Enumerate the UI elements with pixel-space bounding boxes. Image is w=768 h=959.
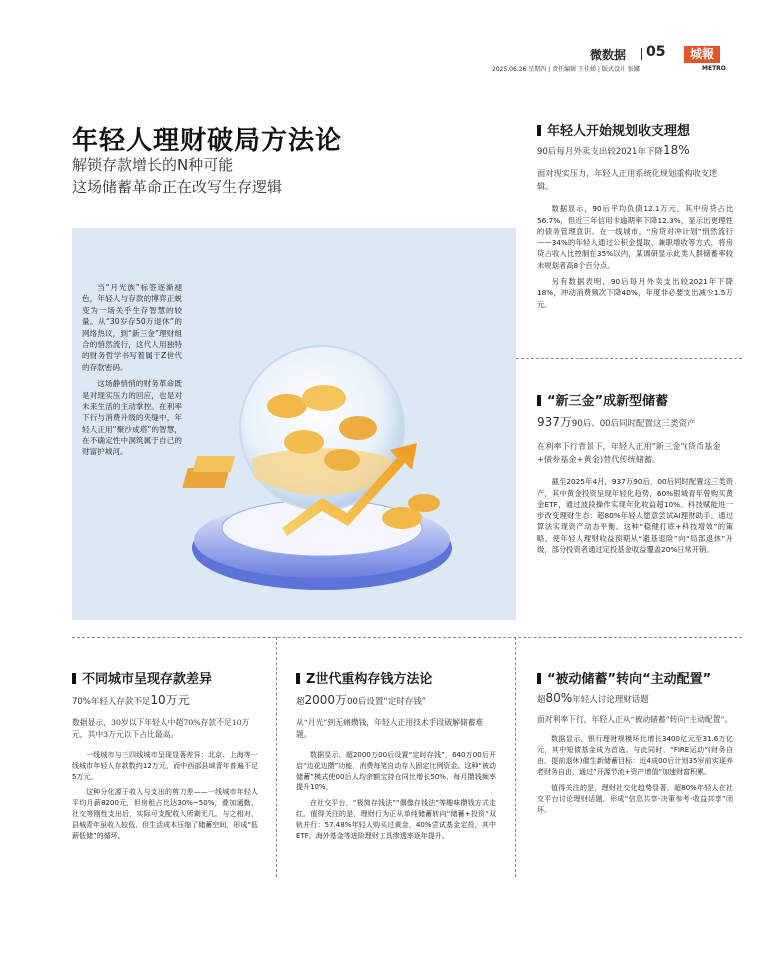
section-1-subtitle-figure: 18% — [662, 143, 690, 157]
section-2-subtitle-text: 90后、00后同时配置这三类资产 — [571, 419, 696, 429]
section-5-body — [537, 734, 733, 815]
header-section: 微数据 — [590, 48, 627, 62]
section-3-body — [72, 750, 258, 842]
section-4-subtitle-text-2: 00后设置“定时存钱” — [347, 697, 427, 707]
section-5-subtitle-figure: 80% — [545, 691, 573, 705]
brand-logo-text: 城報 — [689, 47, 714, 61]
section-5-title-text: “被动储蓄”转向“主动配置” — [547, 672, 712, 687]
section-4-paragraph: 数据显示，超2000万00后设置“定时存钱”，640万00后开启“边花边攒”功能，消费每笔自动存入固定比例资金。这种“被动储蓄”模式使00后人均余额宝持仓同比增长50%，每月攒钱频率提升10%。 — [296, 750, 496, 792]
section-4-lead: 从“月光”到无痛攒钱，年轻人正用技术手段破解储蓄难题。 — [296, 718, 484, 740]
header-meta: 2025.06.26 星期四 | 责任编辑 王佳娣 | 版式设计 张娜 — [492, 66, 640, 73]
section-3 — [72, 668, 258, 847]
page-subtitle-1: 解锁存款增长的N种可能 — [72, 156, 234, 174]
page-header — [560, 44, 760, 80]
section-3-subtitle-figure: 10万元 — [150, 693, 190, 707]
section-1-paragraph: 数据显示，90后平均负债12.1万元，其中房贷占比56.7%，但近三年信用卡逾期率下降12.3%，显示出更理性的债务管理意识。在一线城市，“房贷对冲计划”悄然流行——34%的年轻人通过公积金提取、兼职增收等方式，将房贷占收入比控制在35%以内，某调研显示此类人群储蓄率较未规划者高8个百分点。 — [537, 204, 733, 270]
section-5-paragraph: 值得关注的是，理财社交化趋势显著，超80%年轻人在社交平台讨论理财话题，形成“信息共享-决策参考-收益共享”闭环。 — [537, 783, 733, 814]
section-1-title-text: 年轻人开始规划收支理想 — [547, 124, 691, 139]
section-1-subtitle — [537, 143, 733, 157]
section-3-title-text: 不同城市呈现存款差异 — [82, 672, 213, 687]
section-4-subtitle-text: 超 — [296, 697, 305, 707]
header-page-number: 05 — [646, 44, 666, 60]
section-3-title — [72, 668, 258, 687]
square-bullet-icon — [537, 673, 541, 684]
square-bullet-icon — [537, 395, 541, 406]
brand-logo — [684, 46, 720, 63]
divider — [276, 637, 277, 877]
section-1-body — [537, 203, 733, 310]
section-2-subtitle-figure: 937万 — [537, 415, 572, 429]
intro-paragraph-2: 这场静悄悄的财务革命既是对现实压力的回应，也是对未来生活的主动掌控。在利率下行与消费升级的夹缝中，年轻人正用“聚沙成塔”的智慧，在不确定性中洞筑属于自己的财富护城河。 — [82, 379, 182, 457]
section-4-paragraph: 在社交平台，“极简存钱法”“偶像存钱法”等趣味攒钱方式走红。值得关注的是，理财行为正从单纯储蓄转向“储蓄+投资”双轨并行：57.48%年轻人购买过黄金，40%尝试基金定投，其中ETF、海外基金等进阶理财工具渗透率逐年提升。 — [296, 799, 496, 840]
section-5-subtitle-text: 超 — [537, 695, 546, 705]
section-5-title — [537, 668, 733, 687]
section-4-subtitle — [296, 691, 496, 708]
section-5-lead: 面对利率下行，年轻人正从“被动储蓄”转向“主动配置”。 — [537, 715, 733, 724]
section-4 — [296, 668, 496, 847]
section-2-title — [537, 390, 733, 409]
section-5-subtitle — [537, 691, 733, 705]
section-3-lead: 数据显示，30岁以下年轻人中超70%存款不足10万元，其中3万元以下占比最高。 — [72, 718, 250, 740]
brand-sub: METRO — [702, 65, 726, 72]
section-2-body — [537, 476, 733, 555]
section-1-lead: 面对现实压力，年轻人正用系统化规划重构收支逻辑。 — [537, 168, 718, 192]
divider — [515, 637, 516, 877]
intro-paragraph-1: 当“月光族”标签逐渐褪色，年轻人与存款的博弈正蜕变为一场关乎生存智慧的较量。从“30岁存50万退休”的网络热议，到“新三金”理财组合的悄然流行，这代人用独特的财务哲学书写着属于Z世代的存款密码。 — [82, 283, 182, 372]
section-2-lead: 在利率下行背景下，年轻人正用“新三金”(货币基金+债券基金+黄金)替代传统储蓄。 — [537, 441, 721, 465]
square-bullet-icon — [72, 673, 76, 684]
section-3-paragraph: 这种分化源于收入与支出的剪刀差——一线城市年轻人平均月薪8200元，但房租占比达30%~50%，叠加通勤、社交等刚性支出后，实际可支配收入所剩无几。与之相对，县城青年虽收入较低，但生活成本压缩了储蓄空间，形成“低薪低储”的循环。 — [72, 788, 258, 840]
section-4-title — [296, 668, 496, 687]
section-4-subtitle-figure: 2000万 — [304, 693, 348, 707]
section-1 — [537, 120, 733, 315]
divider — [516, 358, 742, 359]
section-3-subtitle-text: 70%年轻人存款不足 — [72, 697, 151, 707]
section-1-paragraph: 另有数据表明，90后每月外卖支出较2021年下降18%，冲动消费频次下降40%，年度非必要支出减少1.5万元。 — [537, 277, 733, 309]
page-title: 年轻人理财破局方法论 — [72, 126, 343, 156]
header-divider — [641, 48, 642, 60]
section-4-body — [296, 750, 496, 842]
page-subtitle-2: 这场储蓄革命正在改写生存逻辑 — [72, 178, 283, 196]
intro-text — [82, 282, 182, 463]
section-5-paragraph: 数据显示，银行理财规模环比增长3400亿元至31.6万亿元，其中短债基金成为首选。与此同时，“FIRE运动”(财务自由、提前退休)催生新储蓄目标：近4成00后计划35岁前实现养老财务自由，通过“开源节流+资产增值”加速财富积累。 — [537, 735, 733, 776]
section-2-title-text: “新三金”成新型储蓄 — [547, 394, 669, 409]
section-4-title-text: Z世代重构存钱方法论 — [306, 672, 433, 687]
section-2 — [537, 390, 733, 560]
section-1-subtitle-text: 90后每月外卖支出较2021年下降 — [537, 147, 663, 157]
section-1-title — [537, 120, 733, 139]
section-2-paragraph: 截至2025年4月，937万90后、00后同时配置这三类资产，其中黄金投资呈现年轻化趋势，60%银城青年曾购买黄金ETF，通过波段操作实现年化收益超10%。科技赋能进一步改变理财生态：超80%年轻人愿意尝试AI理财助手，通过算法实现资产动态平衡。这种“稳健打底+科技增效”的策略，使年轻人理财收益预期从“避基退险”向“局部退休”升级，部分投资者通过定投基金收益覆盖20%日常开销。 — [537, 477, 733, 555]
square-bullet-icon — [296, 673, 300, 684]
divider — [72, 637, 742, 638]
section-3-subtitle — [72, 691, 258, 708]
square-bullet-icon — [537, 125, 541, 136]
section-3-paragraph: 一线城市与三四线城市呈现显著差异：北京、上海等一线城市年轻人存款数约12万元，而中西部县域青年普遍不足5万元。 — [72, 750, 258, 781]
section-5-subtitle-text-2: 年轻人讨论理财话题 — [572, 695, 649, 705]
section-2-subtitle — [537, 413, 733, 430]
section-5 — [537, 668, 733, 820]
